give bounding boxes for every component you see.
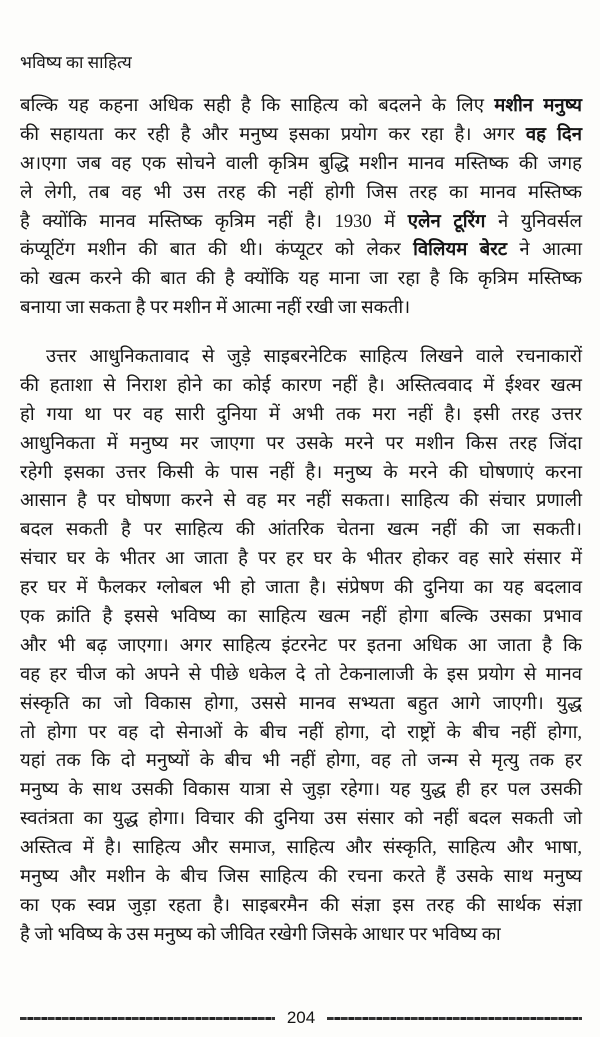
text-line [20, 632, 582, 661]
text-line [20, 776, 582, 805]
text-segment: है क्योंकि मानव मस्तिष्क कृत्रिम नहीं है। 1930 में [20, 211, 408, 232]
text-segment: एक क्रांति है इससे भविष्य का साहित्य खत्म नहीं होगा बल्कि उसका प्रभाव [20, 607, 582, 628]
text-line [20, 690, 582, 719]
text-segment: कंप्यूटिंग मशीन की बात की थी। कंप्यूटर को लेकर [20, 240, 414, 261]
text-segment: रहेगी इसका उत्तर किसी के पास नहीं है। मनुष्य के मरने की घोषणाएं करना [20, 462, 582, 483]
text-line [20, 459, 582, 488]
text-segment: बदल सकती है पर साहित्य की आंतरिक चेतना खत्म नहीं की जा सकती। [20, 520, 582, 541]
bold-phrase: मशीन मनुष्य [494, 96, 582, 116]
text-segment: संस्कृति का जो विकास होगा, उससे मानव सभ्यता बहुत आगे जाएगी। युद्ध [20, 693, 582, 714]
text-line [20, 487, 582, 516]
text-line [20, 834, 582, 863]
text-line [20, 545, 582, 574]
page-footer [20, 1006, 582, 1030]
text-line [20, 661, 582, 690]
text-segment: हो गया था पर वह सारी दुनिया में अभी तक मरा नहीं है। इसी तरह उत्तर [20, 404, 582, 425]
text-line [20, 574, 582, 603]
text-segment: उत्तर आधुनिकतावाद से जुड़े साइबरनेटिक साहित्य लिखने वाले रचनाकारों [46, 347, 582, 367]
text-segment: तो होगा पर वह दो सेनाओं के बीच नहीं होगा, दो राष्ट्रों के बीच नहीं होगा, [20, 722, 582, 743]
paragraph-2 [20, 343, 582, 950]
text-line [20, 343, 582, 372]
text-line [20, 805, 582, 834]
text-line [20, 921, 582, 950]
paragraph-1 [20, 92, 582, 323]
text-segment: बल्कि यह कहना अधिक सही है कि साहित्य को बदलने के लिए [20, 96, 495, 116]
text-segment: को खत्म करने की बात की है क्योंकि यह माना जा रहा है कि कृत्रिम मस्तिष्क [20, 269, 582, 290]
text-line [20, 401, 582, 430]
text-segment: बनाया जा सकता है पर मशीन में आत्मा नहीं रखी जा सकती। [20, 298, 411, 319]
text-segment: ने आत्मा [507, 240, 582, 261]
text-segment: हर घर में फैलकर ग्लोबल भी हो जाता है। संप्रेषण की दुनिया का यह बदलाव [20, 578, 582, 599]
text-line [20, 179, 582, 208]
text-line [20, 208, 582, 237]
text-line [20, 265, 582, 294]
text-line [20, 603, 582, 632]
text-segment: आसान है पर घोषणा करने से वह मर नहीं सकता। साहित्य की संचार प्रणाली [20, 491, 582, 512]
text-segment: ने युनिवर्सल [485, 211, 583, 232]
page-number: 204 [286, 1008, 316, 1027]
text-segment: अ।एगा जब वह एक सोचने वाली कृत्रिम बुद्धि मशीन मानव मस्तिष्क की जगह [20, 153, 582, 174]
text-segment: का एक स्वप्न जुड़ा रहता है। साइबरमैन की संज्ञा इस तरह की सार्थक संज्ञा [20, 895, 582, 916]
text-segment: स्वतंत्रता का युद्ध होगा। विचार की दुनिया उस संसार को नहीं बदल सकती जो [20, 809, 582, 830]
text-segment: वह हर चीज को अपने से पीछे धकेल दे तो टेकनालाजी के इस प्रयोग से मानव [20, 664, 582, 685]
text-line [20, 294, 582, 323]
text-line [20, 150, 582, 179]
text-line [20, 863, 582, 892]
text-line [20, 430, 582, 459]
text-line [20, 516, 582, 545]
text-segment: की हताशा से निराश होने का कोई कारण नहीं है। अस्तित्ववाद में ईश्वर खत्म [20, 375, 582, 396]
text-segment: संचार घर के भीतर आ जाता है पर हर घर के भीतर होकर वह सारे संसार में [20, 549, 582, 570]
footer-rule-left [20, 1017, 275, 1020]
text-segment: है जो भविष्य के उस मनुष्य को जीवित रखेगी जिसके आधार पर भविष्य का [20, 924, 501, 945]
bold-phrase: विलियम बेरट [413, 240, 508, 261]
text-segment: और भी बढ़ जाएगा। अगर साहित्य इंटरनेट पर इतना अधिक आ जाता है कि [20, 635, 582, 656]
text-line [20, 747, 582, 776]
running-head: भविष्य का साहित्य [20, 53, 132, 72]
footer-rule-right [327, 1017, 582, 1020]
text-segment: अस्तित्व में है। साहित्य और समाज, साहित्य और संस्कृति, साहित्य और भाषा, [20, 838, 582, 859]
text-segment: की सहायता कर रही है और मनुष्य इसका प्रयोग कर रहा है। अगर [20, 124, 526, 145]
text-segment: यहां तक कि दो मनुष्यों के बीच भी नहीं होगा, वह तो जन्म से मृत्यु तक हर [20, 751, 582, 772]
text-segment: आधुनिकता में मनुष्य मर जाएगा पर उसके मरने पर मशीन किस तरह जिंदा [20, 433, 582, 454]
text-segment: मनुष्य और मशीन के बीच जिस साहित्य की रचना करते हैं उसके साथ मनुष्य [20, 867, 582, 888]
text-line [20, 92, 582, 121]
bold-phrase: वह दिन [525, 124, 582, 145]
text-segment: मनुष्य के साथ उसकी विकास यात्रा से जुड़ा रहेगा। यह युद्ध ही हर पल उसकी [20, 780, 582, 801]
text-line [20, 236, 582, 265]
text-line [20, 892, 582, 921]
text-segment: ले लेगी, तब वह भी उस तरह की नहीं होगी जिस तरह का मानव मस्तिष्क [20, 182, 582, 203]
bold-phrase: एलेन टूरिंग [407, 211, 486, 232]
text-line [20, 121, 582, 150]
text-line [20, 719, 582, 748]
text-line [20, 372, 582, 401]
